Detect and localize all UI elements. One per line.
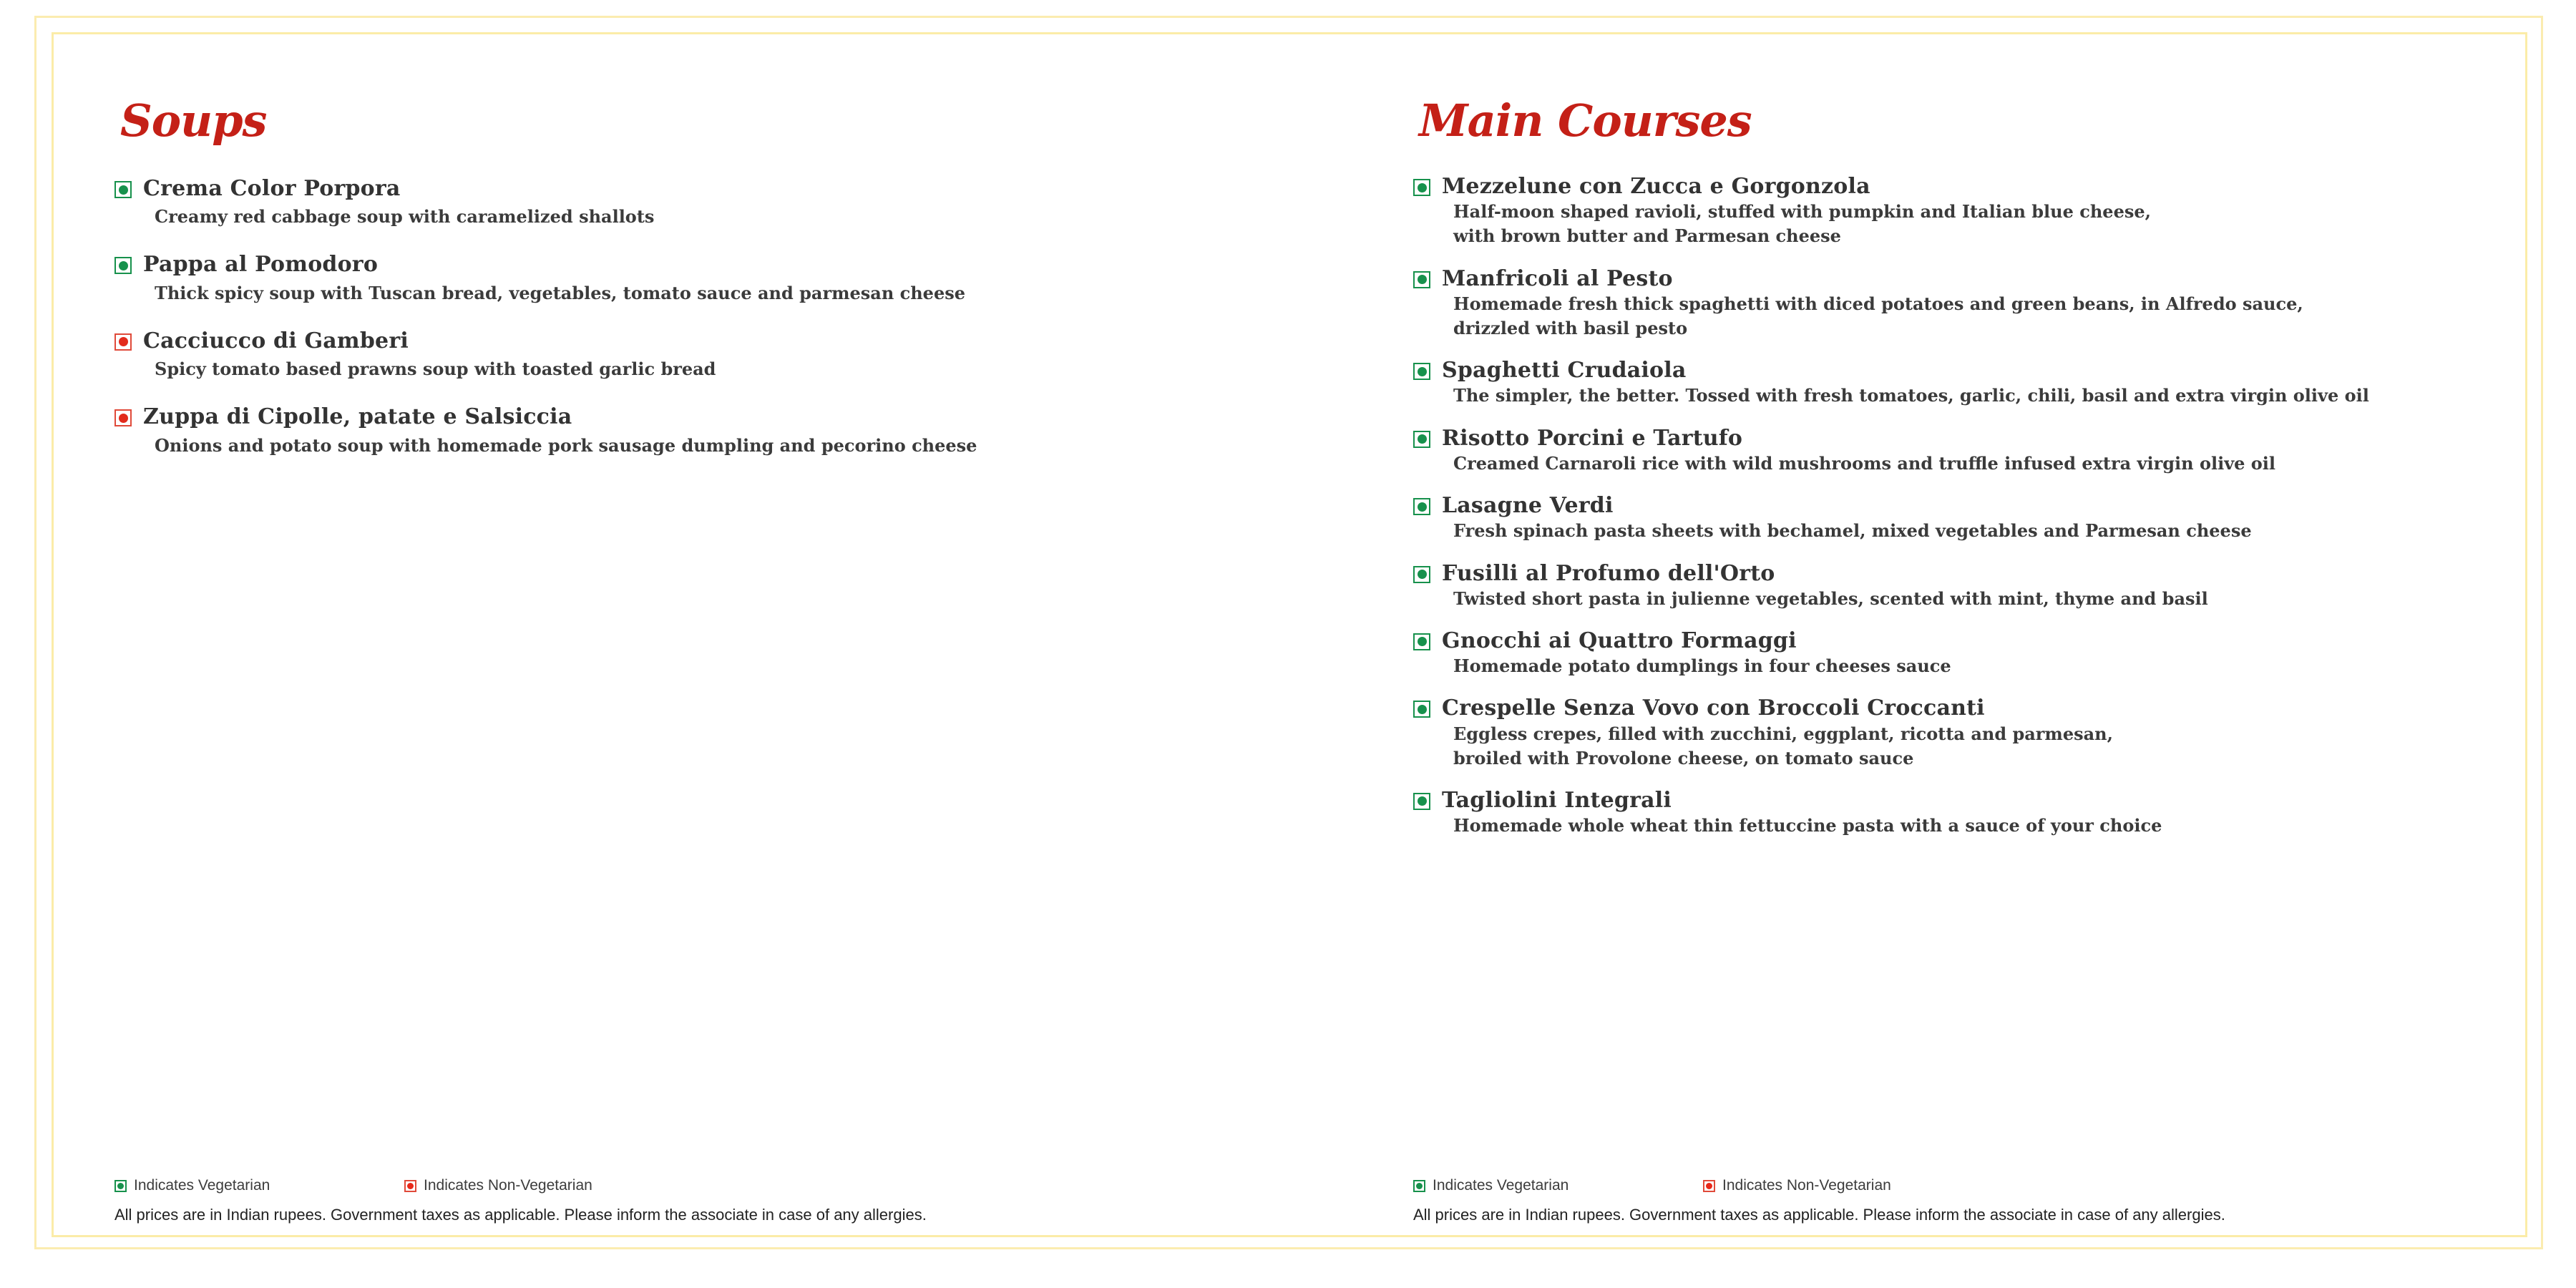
- menu-item-description: [1453, 722, 2565, 771]
- vegetarian-icon: [1413, 793, 1430, 810]
- menu-item-description-line: broiled with Provolone cheese, on tomato sauce: [1453, 747, 1914, 769]
- menu-item: [114, 406, 1267, 457]
- menu-item-description-line: Homemade fresh thick spaghetti with diced potatoes and green beans, in Alfredo sauce,: [1453, 293, 2303, 314]
- menu-item-description: [155, 357, 1267, 381]
- menu-item-description-line: Thick spicy soup with Tuscan bread, vegetables, tomato sauce and parmesan cheese: [155, 282, 966, 303]
- vegetarian-icon: [114, 181, 132, 198]
- menu-item-description-line: Eggless crepes, filled with zucchini, eggplant, ricotta and parmesan,: [1453, 723, 2113, 744]
- menu-item-name: Gnocchi ai Quattro Formaggi: [1442, 628, 1797, 653]
- vegetarian-icon: [1413, 633, 1430, 650]
- menu-item-name: Cacciucco di Gamberi: [143, 328, 409, 353]
- legend-non-vegetarian: [1703, 1177, 1891, 1194]
- menu-item-header: [114, 406, 1267, 429]
- menu-item-list-main-courses: [1413, 175, 2565, 857]
- vegetarian-icon: [114, 257, 132, 274]
- non-vegetarian-icon: [404, 1180, 416, 1192]
- menu-item-description-line: drizzled with basil pesto: [1453, 318, 1688, 339]
- footer-note: All prices are in Indian rupees. Government taxes as applicable. Please inform the associate in case of any allergies.: [1413, 1206, 2225, 1224]
- menu-item-header: [1413, 630, 2565, 653]
- legend-non-vegetarian: [404, 1177, 592, 1194]
- menu-item-description-line: Creamed Carnaroli rice with wild mushrooms and truffle infused extra virgin olive oil: [1453, 452, 2276, 474]
- menu-item-header: [1413, 494, 2565, 517]
- menu-section-main-courses: [1413, 0, 2565, 1288]
- menu-item: [1413, 427, 2565, 476]
- menu-section-soups: [114, 0, 1267, 1288]
- menu-item-list-soups: [114, 177, 1267, 482]
- menu-item-description-line: with brown butter and Parmesan cheese: [1453, 225, 1841, 247]
- vegetarian-icon: [1413, 1180, 1425, 1192]
- menu-item-description-line: The simpler, the better. Tossed with fresh tomatoes, garlic, chili, basil and extra virgin olive oil: [1453, 385, 2369, 406]
- menu-item-name: Mezzelune con Zucca e Gorgonzola: [1442, 174, 1870, 199]
- footer-left: [114, 1177, 1259, 1224]
- menu-item-header: [1413, 175, 2565, 198]
- menu-item-description: [1453, 814, 2565, 838]
- menu-item: [1413, 789, 2565, 838]
- menu-item-name: Crema Color Porpora: [143, 176, 401, 201]
- menu-item-description: [1453, 519, 2565, 543]
- menu-item-description-line: Homemade whole wheat thin fettuccine pasta with a sauce of your choice: [1453, 815, 2162, 836]
- menu-item: [1413, 175, 2565, 249]
- menu-item: [1413, 697, 2565, 771]
- menu-item-description-line: Homemade potato dumplings in four cheeses sauce: [1453, 655, 1951, 677]
- menu-item: [1413, 630, 2565, 678]
- non-vegetarian-icon: [114, 409, 132, 426]
- menu-item-name: Tagliolini Integrali: [1442, 787, 1672, 813]
- menu-item-description: [1453, 654, 2565, 678]
- legend-vegetarian-label: Indicates Vegetarian: [1433, 1177, 1569, 1194]
- menu-item-description-line: Spicy tomato based prawns soup with toasted garlic bread: [155, 358, 716, 380]
- menu-item-name: Manfricoli al Pesto: [1442, 265, 1673, 291]
- menu-item-name: Fusilli al Profumo dell'Orto: [1442, 560, 1775, 586]
- menu-item-header: [1413, 697, 2565, 720]
- menu-item-description: [1453, 292, 2565, 341]
- menu-item-description-line: Creamy red cabbage soup with caramelized shallots: [155, 206, 655, 228]
- menu-item: [114, 177, 1267, 229]
- menu-item-description-line: Fresh spinach pasta sheets with bechamel, mixed vegetables and Parmesan cheese: [1453, 520, 2252, 542]
- footer-note: All prices are in Indian rupees. Government taxes as applicable. Please inform the associate in case of any allergies.: [114, 1206, 927, 1224]
- menu-item-description-line: Onions and potato soup with homemade pork sausage dumpling and pecorino cheese: [155, 434, 977, 456]
- footer-right: [1413, 1177, 2558, 1224]
- menu-item-header: [1413, 789, 2565, 812]
- menu-item: [114, 330, 1267, 381]
- legend-vegetarian: [114, 1177, 270, 1194]
- menu-item-name: Spaghetti Crudaiola: [1442, 358, 1687, 384]
- menu-item-header: [114, 177, 1267, 200]
- vegetarian-icon: [114, 1180, 127, 1192]
- section-title-main-courses: Main Courses: [1419, 94, 1752, 147]
- menu-item-name: Risotto Porcini e Tartufo: [1442, 425, 1743, 451]
- menu-item-description: [1453, 384, 2565, 408]
- menu-item-description: [1453, 200, 2565, 248]
- menu-item-description: [155, 281, 1267, 306]
- menu-item-name: Zuppa di Cipolle, patate e Salsiccia: [143, 404, 572, 430]
- vegetarian-icon: [1413, 271, 1430, 288]
- menu-item: [1413, 494, 2565, 543]
- menu-item-name: Pappa al Pomodoro: [143, 252, 379, 278]
- diet-legend: [1413, 1177, 2558, 1201]
- legend-vegetarian: [1413, 1177, 1568, 1194]
- menu-item-header: [1413, 562, 2565, 585]
- menu-item: [1413, 265, 2565, 341]
- menu-item-description: [1453, 587, 2565, 611]
- menu-item-description: [1453, 452, 2565, 476]
- legend-non-vegetarian-label: Indicates Non-Vegetarian: [424, 1177, 592, 1194]
- vegetarian-icon: [1413, 431, 1430, 448]
- vegetarian-icon: [1413, 566, 1430, 583]
- non-vegetarian-icon: [1703, 1180, 1715, 1192]
- diet-legend: [114, 1177, 1259, 1201]
- menu-item-name: Lasagne Verdi: [1442, 493, 1614, 519]
- legend-vegetarian-label: Indicates Vegetarian: [134, 1177, 270, 1194]
- menu-item-header: [114, 253, 1267, 276]
- menu-item-description: [155, 434, 1267, 458]
- menu-item-description-line: Twisted short pasta in julienne vegetables, scented with mint, thyme and basil: [1453, 587, 2208, 609]
- vegetarian-icon: [1413, 701, 1430, 718]
- menu-item-header: [1413, 427, 2565, 450]
- menu-item-header: [1413, 359, 2565, 382]
- menu-item-header: [1413, 265, 2565, 291]
- section-title-soups: Soups: [120, 94, 267, 147]
- non-vegetarian-icon: [114, 333, 132, 351]
- menu-item: [1413, 562, 2565, 611]
- vegetarian-icon: [1413, 363, 1430, 380]
- vegetarian-icon: [1413, 498, 1430, 515]
- vegetarian-icon: [1413, 179, 1430, 196]
- menu-item: [114, 253, 1267, 305]
- menu-item-header: [114, 330, 1267, 353]
- menu-item-name: Crespelle Senza Vovo con Broccoli Croccanti: [1442, 696, 1985, 721]
- menu-item-description-line: Half-moon shaped ravioli, stuffed with pumpkin and Italian blue cheese,: [1453, 201, 2151, 223]
- menu-item-description: [155, 205, 1267, 229]
- menu-item: [1413, 359, 2565, 408]
- legend-non-vegetarian-label: Indicates Non-Vegetarian: [1722, 1177, 1891, 1194]
